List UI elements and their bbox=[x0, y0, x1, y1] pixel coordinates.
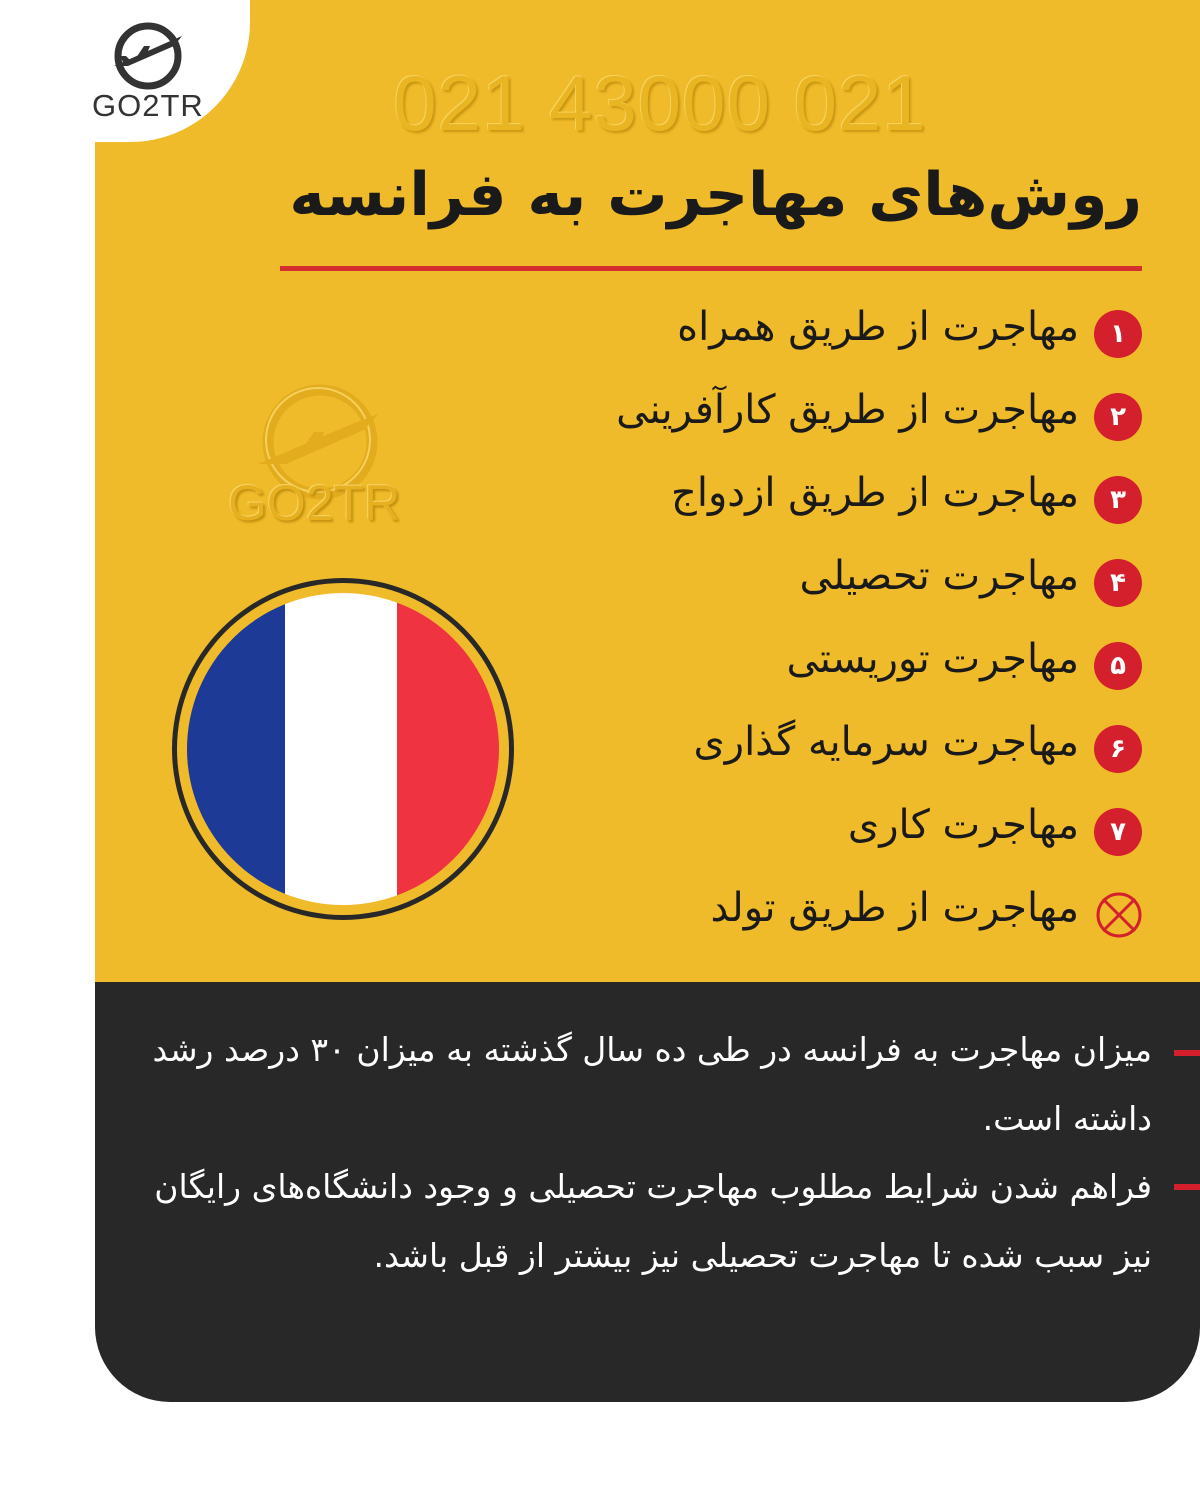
number-badge: ۵ bbox=[1094, 642, 1142, 690]
list-item bbox=[520, 715, 1145, 798]
method-label: مهاجرت از طریق تولد bbox=[710, 885, 1079, 931]
list-item bbox=[520, 798, 1145, 881]
number-badge: ۶ bbox=[1094, 725, 1142, 773]
method-label: مهاجرت تحصیلی bbox=[799, 553, 1079, 599]
list-item bbox=[520, 300, 1145, 383]
number-badge: ۷ bbox=[1094, 808, 1142, 856]
logo-text: GO2TR bbox=[92, 88, 204, 123]
note-paragraph: فراهم شدن شرایط مطلوب مهاجرت تحصیلی و وجود دانشگاه‌های رایگان نیز سبب شده تا مهاجرت تحصیلی نیز بیشتر از قبل باشد. bbox=[154, 1167, 1152, 1275]
number-badge: ۳ bbox=[1094, 476, 1142, 524]
method-label: مهاجرت توریستی bbox=[786, 636, 1079, 682]
bullet-dash bbox=[1174, 1050, 1200, 1056]
list-item bbox=[520, 549, 1145, 632]
phone-number: 021 43000 021 bbox=[393, 59, 927, 147]
bullet-dash bbox=[1174, 1184, 1200, 1190]
migration-methods-list bbox=[520, 300, 1145, 964]
method-label: مهاجرت از طریق کارآفرینی bbox=[616, 387, 1079, 433]
note-paragraph: میزان مهاجرت به فرانسه در طی ده سال گذشته به میزان ۳۰ درصد رشد داشته است. bbox=[152, 1030, 1152, 1138]
number-badge: ۱ bbox=[1094, 310, 1142, 358]
list-item bbox=[520, 383, 1145, 466]
number-badge: ۴ bbox=[1094, 559, 1142, 607]
list-item bbox=[520, 632, 1145, 715]
france-flag bbox=[170, 576, 516, 922]
page-title: روش‌های مهاجرت به فرانسه bbox=[289, 160, 1142, 230]
method-label: مهاجرت سرمایه گذاری bbox=[693, 719, 1079, 765]
plane-circle-icon bbox=[108, 16, 188, 96]
method-label: مهاجرت کاری bbox=[847, 802, 1079, 848]
list-item bbox=[520, 881, 1145, 964]
number-badge: ۲ bbox=[1094, 393, 1142, 441]
method-label: مهاجرت از طریق همراه bbox=[677, 304, 1079, 350]
watermark-text: GO2TR bbox=[228, 475, 401, 531]
method-label: مهاجرت از طریق ازدواج bbox=[671, 470, 1079, 516]
title-underline bbox=[280, 266, 1142, 271]
circle-x-icon bbox=[1093, 889, 1145, 941]
list-item bbox=[520, 466, 1145, 549]
